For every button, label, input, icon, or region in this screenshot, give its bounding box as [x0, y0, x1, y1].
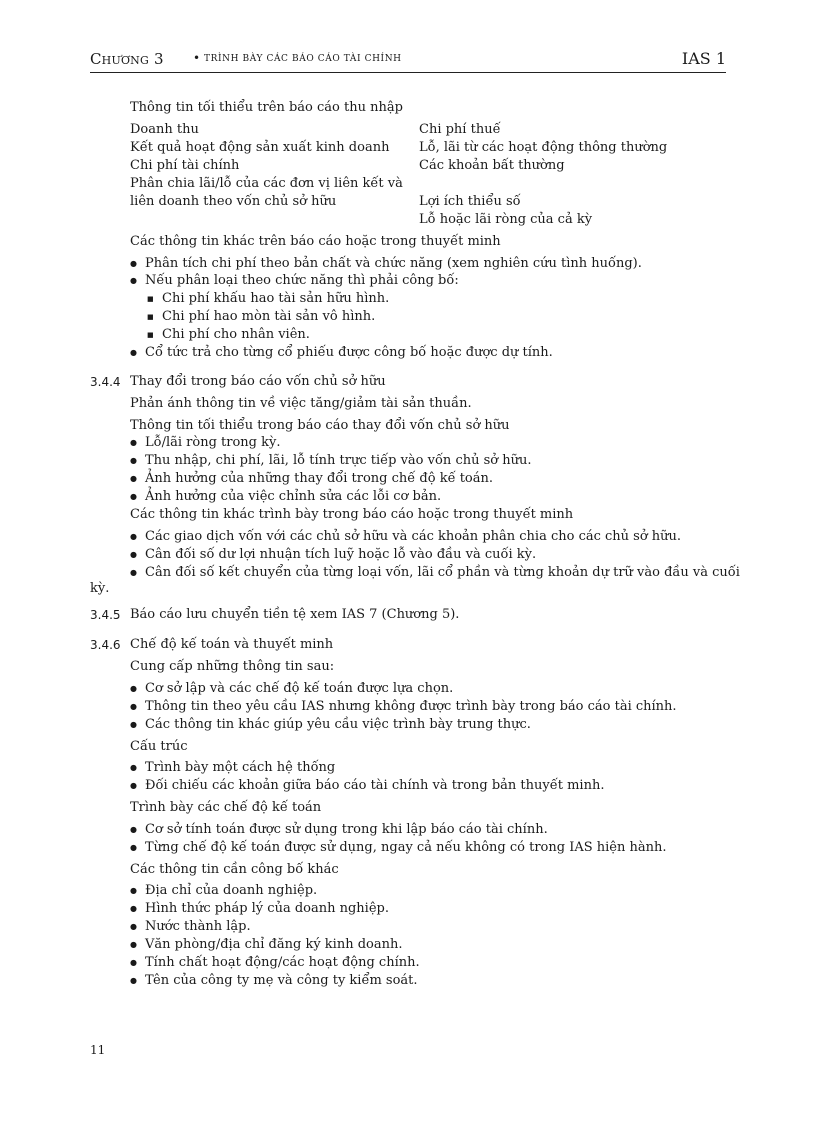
income-item-left: Phân chia lãi/lỗ của các đơn vị liên kết và [130, 176, 403, 191]
income-item-left: Kết quả hoạt động sản xuất kinh doanh [130, 140, 390, 155]
header-separator: • [193, 51, 201, 65]
wrapped-text: kỳ. [90, 581, 110, 596]
section-number: 3.4.5 [90, 608, 121, 622]
income-item-left: liên doanh theo vốn chủ sở hữu [130, 194, 337, 209]
page-number: 11 [90, 1043, 106, 1057]
income-item-right: Chi phí thuế [419, 122, 501, 137]
subheading: Trình bày các chế độ kế toán [130, 800, 322, 815]
income-item-right: Các khoản bất thường [419, 158, 565, 173]
subheading: Cấu trúc [130, 739, 188, 754]
subheading: Các thông tin khác trình bày trong báo cáo hoặc trong thuyết minh [130, 507, 574, 522]
income-item-right: Lỗ, lãi từ các hoạt động thông thường [419, 140, 668, 155]
paragraph: Phản ánh thông tin về việc tăng/giảm tài sản thuần. [130, 396, 472, 411]
income-item-right: Lợi ích thiểu số [419, 194, 521, 209]
section-heading: Báo cáo lưu chuyển tiền tệ xem IAS 7 (Chương 5). [130, 607, 460, 622]
standard-code: IAS 1 [681, 49, 726, 68]
income-item-left: Doanh thu [130, 122, 199, 137]
income-heading: Thông tin tối thiểu trên báo cáo thu nhập [130, 100, 403, 115]
subheading: Thông tin tối thiểu trong báo cáo thay đổi vốn chủ sở hữu [130, 418, 510, 433]
chapter-title: TRÌNH BÀY CÁC BÁO CÁO TÀI CHÍNH [204, 54, 402, 64]
paragraph: Cung cấp những thông tin sau: [130, 659, 335, 674]
section-heading: Chế độ kế toán và thuyết minh [130, 637, 334, 652]
income-item-left: Chi phí tài chính [130, 158, 240, 173]
income-other-heading: Các thông tin khác trên báo cáo hoặc trong thuyết minh [130, 234, 501, 249]
section-heading: Thay đổi trong báo cáo vốn chủ sở hữu [130, 374, 386, 389]
chapter-label: Chương 3 [90, 50, 164, 68]
income-item-right: Lỗ hoặc lãi ròng của cả kỳ [419, 212, 593, 227]
subheading: Các thông tin cần công bố khác [130, 862, 339, 877]
section-number: 3.4.6 [90, 638, 121, 652]
section-number: 3.4.4 [90, 375, 121, 389]
running-header [90, 44, 726, 73]
